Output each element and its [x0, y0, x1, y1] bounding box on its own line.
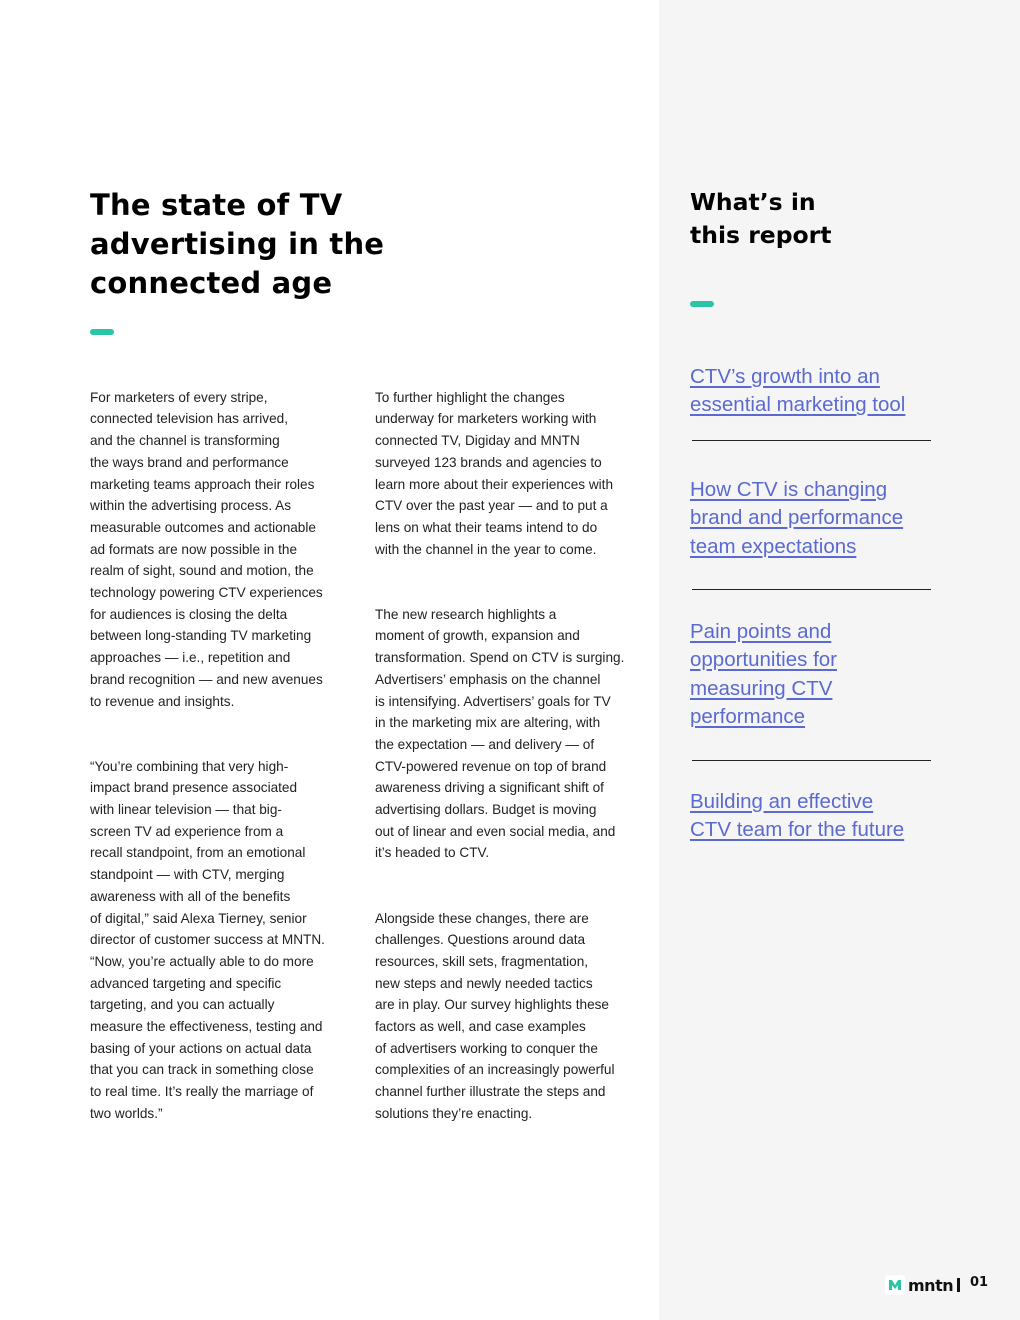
- mntn-logo-text: mntn: [908, 1275, 954, 1295]
- toc-divider: [692, 760, 931, 761]
- mntn-logo: [885, 1274, 953, 1296]
- toc-link-ctv-growth[interactable]: CTV’s growth into an essential marketing tool: [690, 365, 906, 417]
- paragraph: For marketers of every stripe, connected television has arrived, and the channel is transforming the ways brand and performance marketing teams approach their roles within the advertising process. As measurable outcomes and actionable ad formats are now possible in the realm of sight, sound and motion, the technology powering CTV experiences for audiences is closing the delta between long-standing TV marketing approaches — i.e., repetition and brand recognition — and new avenues to revenue and insights.: [90, 389, 323, 709]
- left-text-column: [90, 365, 352, 1168]
- page-number: 01: [970, 1275, 989, 1290]
- toc-link-team-expectations[interactable]: How CTV is changing brand and performance team expectations: [690, 478, 904, 558]
- toc-link-building-team[interactable]: Building an effective CTV team for the future: [690, 790, 905, 842]
- toc-accent-dash: [690, 301, 714, 307]
- title-accent-dash: [90, 329, 114, 335]
- paragraph: The new research highlights a moment of growth, expansion and transformation. Spend on CTV is surging. Advertisers’ emphasis on the channel is intensifying. Advertisers’ goals for TV in the marketing mix are altering, with the expectation — and delivery — of CTV-powered revenue on top of brand awareness driving a significant shift of advertising dollars. Budget is moving out of linear and even social media, and it’s headed to CTV.: [375, 606, 625, 861]
- page-title: The state of TV advertising in the connected age: [90, 188, 385, 300]
- toc-title: What’s in this report: [690, 188, 832, 249]
- quote-paragraph: “You’re combining that very high- impact brand presence associated with linear television — that big- screen TV ad experience from a recall standpoint, from an emotional standpoint — with CTV, merging awareness with all of the benefits of digital,” said Alexa Tierney, senior director of customer success at MNTN. “Now, you’re actually able to do more advanced targeting and specific targeting, and you can actually measure the effectiveness, testing and basing of your actions on actual data that you can track in something close to real time. It’s really the marriage of two worlds.”: [90, 758, 325, 1121]
- paragraph: To further highlight the changes underway for marketers working with connected TV, Digiday and MNTN surveyed 123 brands and agencies to learn more about their experiences with CTV over the past year — and to put a lens on what their teams intend to do with the channel in the year to come.: [375, 389, 614, 557]
- toc-divider: [692, 589, 931, 590]
- mntn-logo-icon: [885, 1275, 905, 1295]
- toc-divider: [692, 440, 931, 441]
- footer-separator: [957, 1278, 960, 1292]
- right-text-column: [375, 365, 650, 1168]
- toc-link-pain-points[interactable]: Pain points and opportunities for measuring CTV performance: [690, 620, 838, 729]
- paragraph: Alongside these changes, there are challenges. Questions around data resources, skill sets, fragmentation, new steps and newly needed tactics are in play. Our survey highlights these factors as well, and case examples of advertisers working to conquer the complexities of an increasingly powerful channel further illustrate the steps and solutions they’re enacting.: [375, 910, 615, 1121]
